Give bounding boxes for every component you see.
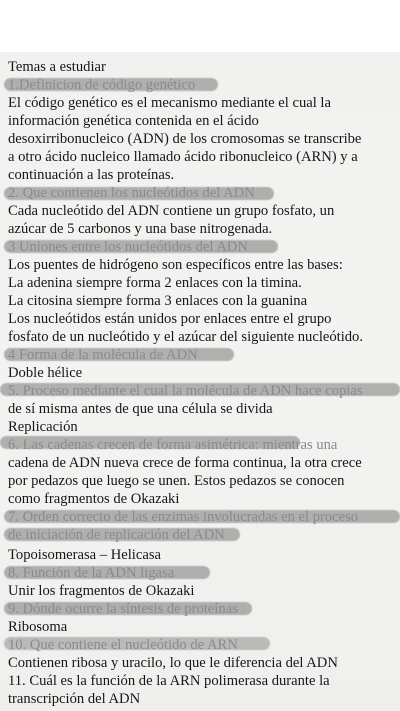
question-11-line-2: transcripción del ADN [8, 691, 141, 707]
top-margin [0, 0, 400, 52]
answer-1-line-4: a otro ácido nucleico llamado ácido ribonucleico (ARN) y a [8, 149, 358, 165]
answer-1-line-3: desoxirribonucleico (ADN) de los cromosomas se transcribe [8, 131, 362, 147]
question-3: 3 Uniones entre los nucleótidos del ADN [8, 239, 248, 255]
page-heading: Temas a estudiar [8, 59, 106, 75]
answer-3-line-1: Los puentes de hidrógeno son específicos entre las bases: [8, 257, 343, 273]
answer-1-line-1: El código genético es el mecanismo mediante el cual la [8, 95, 331, 111]
answer-3-line-5: fosfato de un nucleótido y el azúcar del siguiente nucleótido. [8, 329, 363, 345]
answer-3-line-3: La citosina siempre forma 3 enlaces con la guanina [8, 293, 308, 309]
answer-3-line-2: La adenina siempre forma 2 enlaces con la timina. [8, 275, 302, 291]
answer-2-line-1: Cada nucleótido del ADN contiene un grupo fosfato, un [8, 203, 335, 219]
answer-4: Doble hélice [8, 365, 83, 381]
question-10: 10. Que contiene el nucleótido de ARN [8, 637, 238, 653]
question-2: 2. Que contienen los nucleótidos del ADN [8, 185, 255, 201]
question-6-line-1: 6. Las cadenas crecen de forma asimétrica: mientras una [8, 437, 338, 453]
question-9: 9. Dónde ocurre la síntesis de proteínas [8, 601, 238, 617]
answer-2-line-2: azúcar de 5 carbonos y una base nitrogenada. [8, 221, 273, 237]
answer-3-line-4: Los nucleótidos están unidos por enlaces entre el grupo [8, 311, 332, 327]
question-5-line-2: de sí misma antes de que una célula se divida [8, 401, 273, 417]
answer-5: Replicación [8, 419, 78, 435]
question-11-line-1: 11. Cuál es la función de la ARN polimerasa durante la [8, 673, 330, 689]
question-4: 4 Forma de la molécula de ADN [8, 347, 198, 363]
question-8: 8. Función de la ADN ligasa [8, 565, 175, 581]
answer-7: Topoisomerasa – Helicasa [8, 547, 161, 563]
answer-1-line-5: continuación a las proteínas. [8, 167, 175, 183]
question-1: 1.Definicion de código genético [8, 77, 196, 93]
answer-6-line-2: por pedazos que luego se unen. Estos pedazos se conocen [8, 473, 345, 489]
answer-10: Contienen ribosa y uracilo, lo que le diferencia del ADN [8, 655, 338, 671]
answer-9: Ribosoma [8, 619, 68, 635]
answer-8: Unir los fragmentos de Okazaki [8, 583, 195, 599]
question-7-line-1: 7. Orden correcto de las enzimas involucradas en el proceso [8, 509, 359, 525]
question-5-line-1: 5. Proceso mediante el cual la molécula de ADN hace copias [8, 383, 363, 399]
answer-1-line-2: información genética contenida en el ácido [8, 113, 259, 129]
question-7-line-2: de iniciación de replicación del ADN [8, 527, 225, 543]
answer-6-line-1: cadena de ADN nueva crece de forma continua, la otra crece [8, 455, 362, 471]
answer-6-line-3: como fragmentos de Okazaki [8, 491, 180, 507]
